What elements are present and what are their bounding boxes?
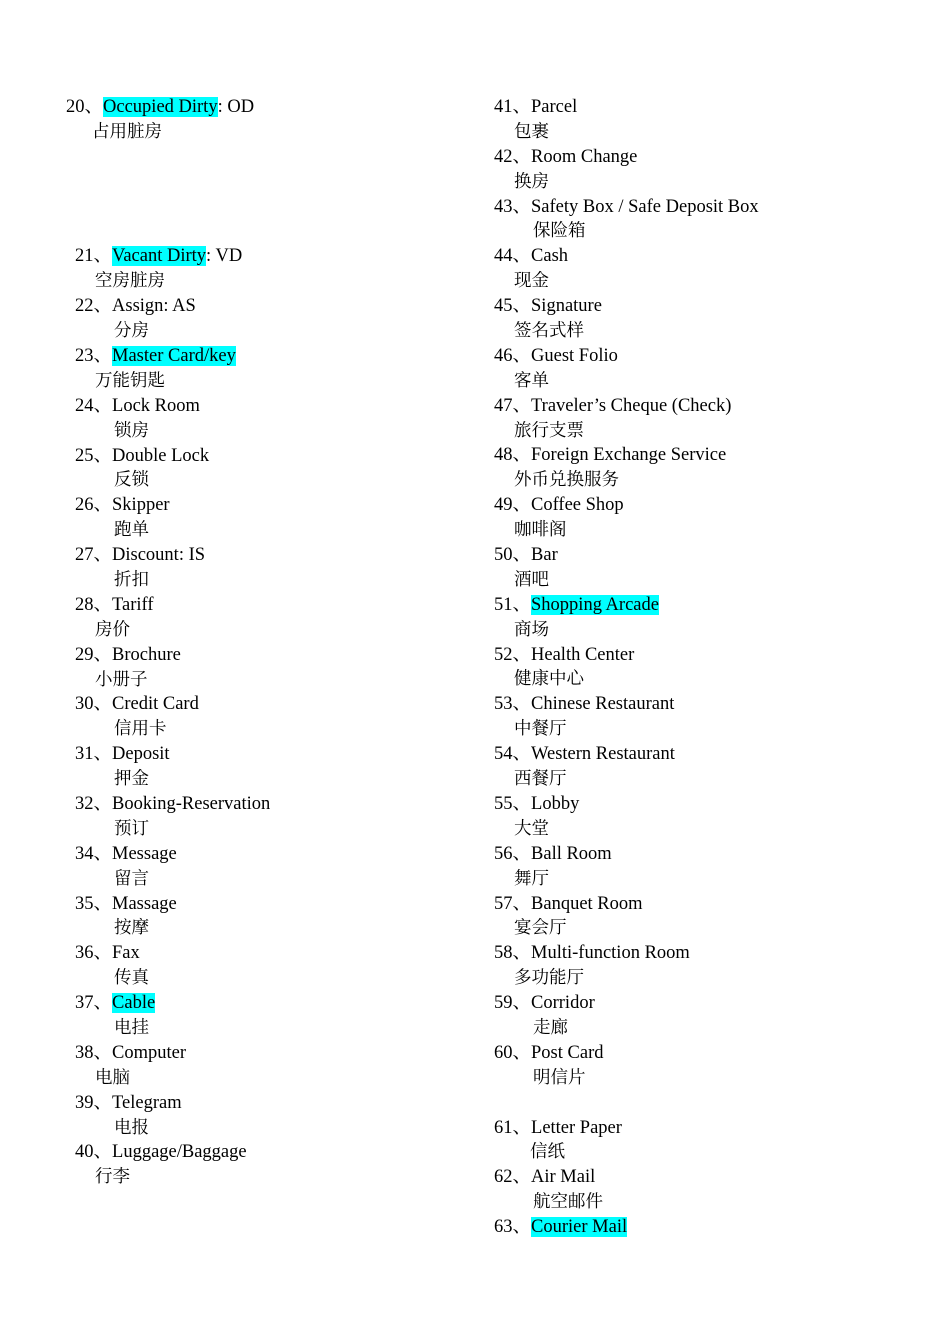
entry-translation: 空房脏房: [95, 271, 165, 292]
entry-term-line: [494, 1215, 914, 1240]
entry-number: 61、: [494, 1117, 532, 1138]
entry-term: Discount: [112, 545, 179, 566]
entry-term-line: [494, 1116, 914, 1141]
entry-abbreviation: : VD: [206, 246, 243, 267]
glossary-entry: [494, 593, 914, 643]
entry-term: Foreign Exchange Service: [531, 445, 727, 466]
entry-number: 43、: [494, 196, 532, 217]
entry-term-line: [66, 593, 466, 618]
glossary-entry: [494, 1165, 914, 1215]
entry-translation: 传真: [114, 968, 149, 989]
entry-term: Credit Card: [112, 694, 199, 715]
entry-term: Lock Room: [112, 395, 200, 416]
entry-term-line: [66, 643, 466, 668]
glossary-entry: [494, 543, 914, 593]
entry-translation: 西餐厅: [514, 769, 567, 790]
entry-translation: 签名式样: [514, 321, 584, 342]
entry-translation: 外币兑换服务: [514, 470, 619, 491]
entry-number: 28、: [75, 594, 113, 615]
entry-translation: 反锁: [114, 470, 149, 491]
entry-abbreviation: : IS: [178, 545, 206, 566]
entry-term: Chinese Restaurant: [531, 694, 675, 715]
glossary-entry: [494, 892, 914, 942]
entry-translation: 旅行支票: [514, 420, 584, 441]
glossary-entry: [494, 244, 914, 294]
entry-translation: 锁房: [114, 420, 149, 441]
entry-term-line: [494, 643, 914, 668]
entry-number: 62、: [494, 1167, 532, 1188]
entry-translation: 酒吧: [514, 569, 549, 590]
entry-term: Room Change: [531, 146, 638, 167]
glossary-entry: [66, 593, 466, 643]
entry-number: 41、: [494, 97, 532, 117]
entry-translation: 保险箱: [533, 221, 586, 242]
entry-translation: 留言: [114, 868, 149, 889]
entry-term: Fax: [112, 943, 140, 964]
entry-term-line: [66, 294, 466, 319]
entry-term-line: [494, 294, 914, 319]
entry-term: Ball Room: [531, 843, 612, 864]
entry-term-line: [66, 792, 466, 817]
entry-term: Computer: [112, 1042, 187, 1063]
entry-term-line: [494, 543, 914, 568]
entry-translation: 咖啡阁: [514, 520, 567, 541]
entry-term-line: [66, 394, 466, 419]
entry-number: 50、: [494, 545, 532, 566]
entry-term: Booking-Reservation: [112, 793, 271, 814]
glossary-entry: [66, 643, 466, 693]
entry-number: 31、: [75, 744, 113, 765]
glossary-entry: [66, 344, 466, 394]
entry-translation: 房价: [95, 619, 130, 640]
entry-translation: 明信片: [533, 1067, 586, 1088]
highlighted-term: Cable: [112, 993, 156, 1014]
entry-translation: 电脑: [95, 1067, 130, 1088]
entry-translation: 预订: [114, 818, 149, 839]
entry-term: Cash: [531, 246, 569, 267]
glossary-entry: [494, 294, 914, 344]
entry-term-line: [494, 792, 914, 817]
entry-number: 27、: [75, 545, 113, 566]
entry-term-line: [494, 1165, 914, 1190]
entry-term-line: [66, 842, 466, 867]
entry-term-line: [494, 892, 914, 917]
entry-number: 29、: [75, 644, 113, 665]
entry-term: Lobby: [531, 793, 580, 814]
entry-term: Safety Box / Safe Deposit Box: [531, 196, 759, 217]
entry-term: Letter Paper: [531, 1117, 622, 1138]
entry-term: Parcel: [531, 97, 578, 117]
entry-term-line: [66, 742, 466, 767]
entry-number: 47、: [494, 395, 532, 416]
glossary-entry: [66, 95, 466, 145]
glossary-entry: [494, 344, 914, 394]
entry-term-line: [66, 244, 466, 269]
glossary-entry: [494, 1215, 914, 1240]
glossary-entry: [66, 1091, 466, 1141]
entry-translation: 电报: [114, 1117, 149, 1138]
entry-term: Western Restaurant: [531, 744, 675, 765]
glossary-entry: [66, 244, 466, 294]
entry-number: 20、: [66, 97, 104, 117]
glossary-entry: [66, 842, 466, 892]
entry-number: 39、: [75, 1092, 113, 1113]
entry-translation: 现金: [514, 271, 549, 292]
entry-number: 44、: [494, 246, 532, 267]
entry-translation: 占用脏房: [92, 121, 162, 142]
entry-number: 55、: [494, 793, 532, 814]
entry-translation: 万能钥匙: [95, 370, 165, 391]
entry-translation: 中餐厅: [514, 719, 567, 740]
glossary-entry: [494, 842, 914, 892]
right-column: [494, 95, 914, 1240]
entry-term: Luggage/Baggage: [112, 1142, 247, 1163]
entry-term-line: [494, 344, 914, 369]
entry-translation: 按摩: [114, 918, 149, 939]
entry-translation: 分房: [114, 321, 149, 342]
entry-term-line: [66, 1091, 466, 1116]
glossary-entry: [494, 145, 914, 195]
entry-term-line: [494, 692, 914, 717]
glossary-entry: [494, 443, 914, 493]
entry-term: Post Card: [531, 1042, 604, 1063]
left-column: [66, 95, 466, 1190]
glossary-entry: [66, 1041, 466, 1091]
entry-number: 32、: [75, 793, 113, 814]
entry-number: 24、: [75, 395, 113, 416]
entry-number: 34、: [75, 843, 113, 864]
entry-number: 22、: [75, 296, 113, 317]
glossary-entry: [494, 742, 914, 792]
entry-term: Double Lock: [112, 445, 210, 466]
entry-term-line: [494, 95, 914, 120]
entry-translation: 信纸: [530, 1142, 565, 1163]
glossary-entry: [494, 394, 914, 444]
entry-translation: 客单: [514, 370, 549, 391]
entry-number: 49、: [494, 495, 532, 516]
entry-term: Deposit: [112, 744, 170, 765]
entry-term-line: [66, 493, 466, 518]
entry-translation: 宴会厅: [514, 918, 567, 939]
entry-number: 60、: [494, 1042, 532, 1063]
entry-term-line: [66, 1140, 466, 1165]
entry-term-line: [66, 95, 466, 120]
glossary-entry: [494, 692, 914, 742]
entry-term: Traveler’s Cheque (Check): [531, 395, 732, 416]
entry-number: 37、: [75, 993, 113, 1014]
entry-term-line: [494, 394, 914, 419]
glossary-entry: [66, 692, 466, 742]
entry-term-line: [494, 842, 914, 867]
entry-number: 35、: [75, 893, 113, 914]
highlighted-term: Master Card/key: [112, 345, 236, 366]
entry-term-line: [494, 493, 914, 518]
entry-term: Air Mail: [531, 1167, 596, 1188]
glossary-entry: [494, 493, 914, 543]
entry-term: Health Center: [531, 644, 635, 665]
glossary-entry: [494, 1041, 914, 1091]
entry-term-line: [66, 692, 466, 717]
entry-number: 38、: [75, 1042, 113, 1063]
entry-term-line: [494, 145, 914, 170]
entry-term: Tariff: [112, 594, 154, 615]
entry-term-line: [494, 1041, 914, 1066]
entry-term-line: [494, 593, 914, 618]
entry-term-line: [66, 941, 466, 966]
entry-translation: 航空邮件: [533, 1192, 603, 1213]
entry-abbreviation: : OD: [217, 97, 255, 117]
entry-term-line: [66, 543, 466, 568]
entry-number: 58、: [494, 943, 532, 964]
entry-translation: 多功能厅: [514, 968, 584, 989]
highlighted-term: Occupied Dirty: [103, 97, 218, 117]
entry-number: 52、: [494, 644, 532, 665]
entry-term-line: [66, 1041, 466, 1066]
entry-number: 63、: [494, 1217, 532, 1238]
glossary-entry: [494, 1116, 914, 1166]
glossary-entry: [494, 643, 914, 693]
entry-term: Signature: [531, 296, 602, 317]
glossary-entry: [494, 95, 914, 145]
glossary-entry: [66, 742, 466, 792]
entry-translation: 舞厅: [514, 868, 549, 889]
entry-number: 25、: [75, 445, 113, 466]
glossary-entry: [494, 195, 914, 245]
entry-term: Bar: [531, 545, 558, 566]
entry-translation: 换房: [514, 171, 549, 192]
glossary-entry: [66, 1140, 466, 1190]
entry-translation: 商场: [514, 619, 549, 640]
entry-term: Brochure: [112, 644, 181, 665]
glossary-entry: [66, 991, 466, 1041]
glossary-entry: [66, 493, 466, 543]
entry-abbreviation: : AS: [163, 296, 196, 317]
entry-number: 23、: [75, 345, 113, 366]
entry-term: Banquet Room: [531, 893, 643, 914]
glossary-entry: [494, 991, 914, 1041]
entry-number: 21、: [75, 246, 113, 267]
entry-term: Guest Folio: [531, 345, 618, 366]
entry-translation: 折扣: [114, 569, 149, 590]
glossary-entry: [66, 294, 466, 344]
entry-term-line: [494, 941, 914, 966]
entry-translation: 大堂: [514, 818, 549, 839]
entry-term-line: [66, 444, 466, 469]
entry-number: 46、: [494, 345, 532, 366]
entry-number: 53、: [494, 694, 532, 715]
entry-translation: 电挂: [114, 1017, 149, 1038]
entry-number: 36、: [75, 943, 113, 964]
entry-term: Message: [112, 843, 177, 864]
entry-term-line: [494, 244, 914, 269]
glossary-entry: [66, 394, 466, 444]
entry-term: Massage: [112, 893, 177, 914]
entry-term: Skipper: [112, 495, 170, 516]
entry-number: 54、: [494, 744, 532, 765]
highlighted-term: Vacant Dirty: [112, 246, 207, 267]
entry-term: Corridor: [531, 993, 595, 1014]
entry-number: 59、: [494, 993, 532, 1014]
entry-term-line: [66, 991, 466, 1016]
entry-number: 56、: [494, 843, 532, 864]
glossary-entry: [494, 792, 914, 842]
entry-number: 40、: [75, 1142, 113, 1163]
entry-number: 51、: [494, 594, 532, 615]
entry-term-line: [494, 443, 914, 468]
entry-translation: 押金: [114, 769, 149, 790]
glossary-entry: [66, 543, 466, 593]
glossary-entry: [66, 444, 466, 494]
entry-number: 42、: [494, 146, 532, 167]
glossary-entry: [66, 941, 466, 991]
entry-translation: 行李: [95, 1167, 130, 1188]
entry-term: Telegram: [112, 1092, 182, 1113]
entry-translation: 健康中心: [514, 669, 584, 690]
entry-term: Coffee Shop: [531, 495, 624, 516]
highlighted-term: Courier Mail: [531, 1217, 628, 1238]
entry-number: 30、: [75, 694, 113, 715]
glossary-entry: [66, 792, 466, 842]
highlighted-term: Shopping Arcade: [531, 594, 659, 615]
entry-number: 48、: [494, 445, 532, 466]
glossary-entry: [66, 892, 466, 942]
entry-term-line: [66, 892, 466, 917]
entry-translation: 小册子: [95, 669, 148, 690]
entry-term-line: [66, 344, 466, 369]
entry-translation: 走廊: [533, 1017, 568, 1038]
entry-translation: 信用卡: [114, 719, 167, 740]
entry-term-line: [494, 991, 914, 1016]
entry-term: Multi-function Room: [531, 943, 690, 964]
entry-number: 26、: [75, 495, 113, 516]
entry-term-line: [494, 742, 914, 767]
entry-number: 45、: [494, 296, 532, 317]
entry-translation: 跑单: [114, 520, 149, 541]
entry-number: 57、: [494, 893, 532, 914]
entry-term-line: [494, 195, 914, 220]
entry-term: Assign: [112, 296, 164, 317]
entry-translation: 包裹: [514, 121, 549, 142]
glossary-entry: [494, 941, 914, 991]
